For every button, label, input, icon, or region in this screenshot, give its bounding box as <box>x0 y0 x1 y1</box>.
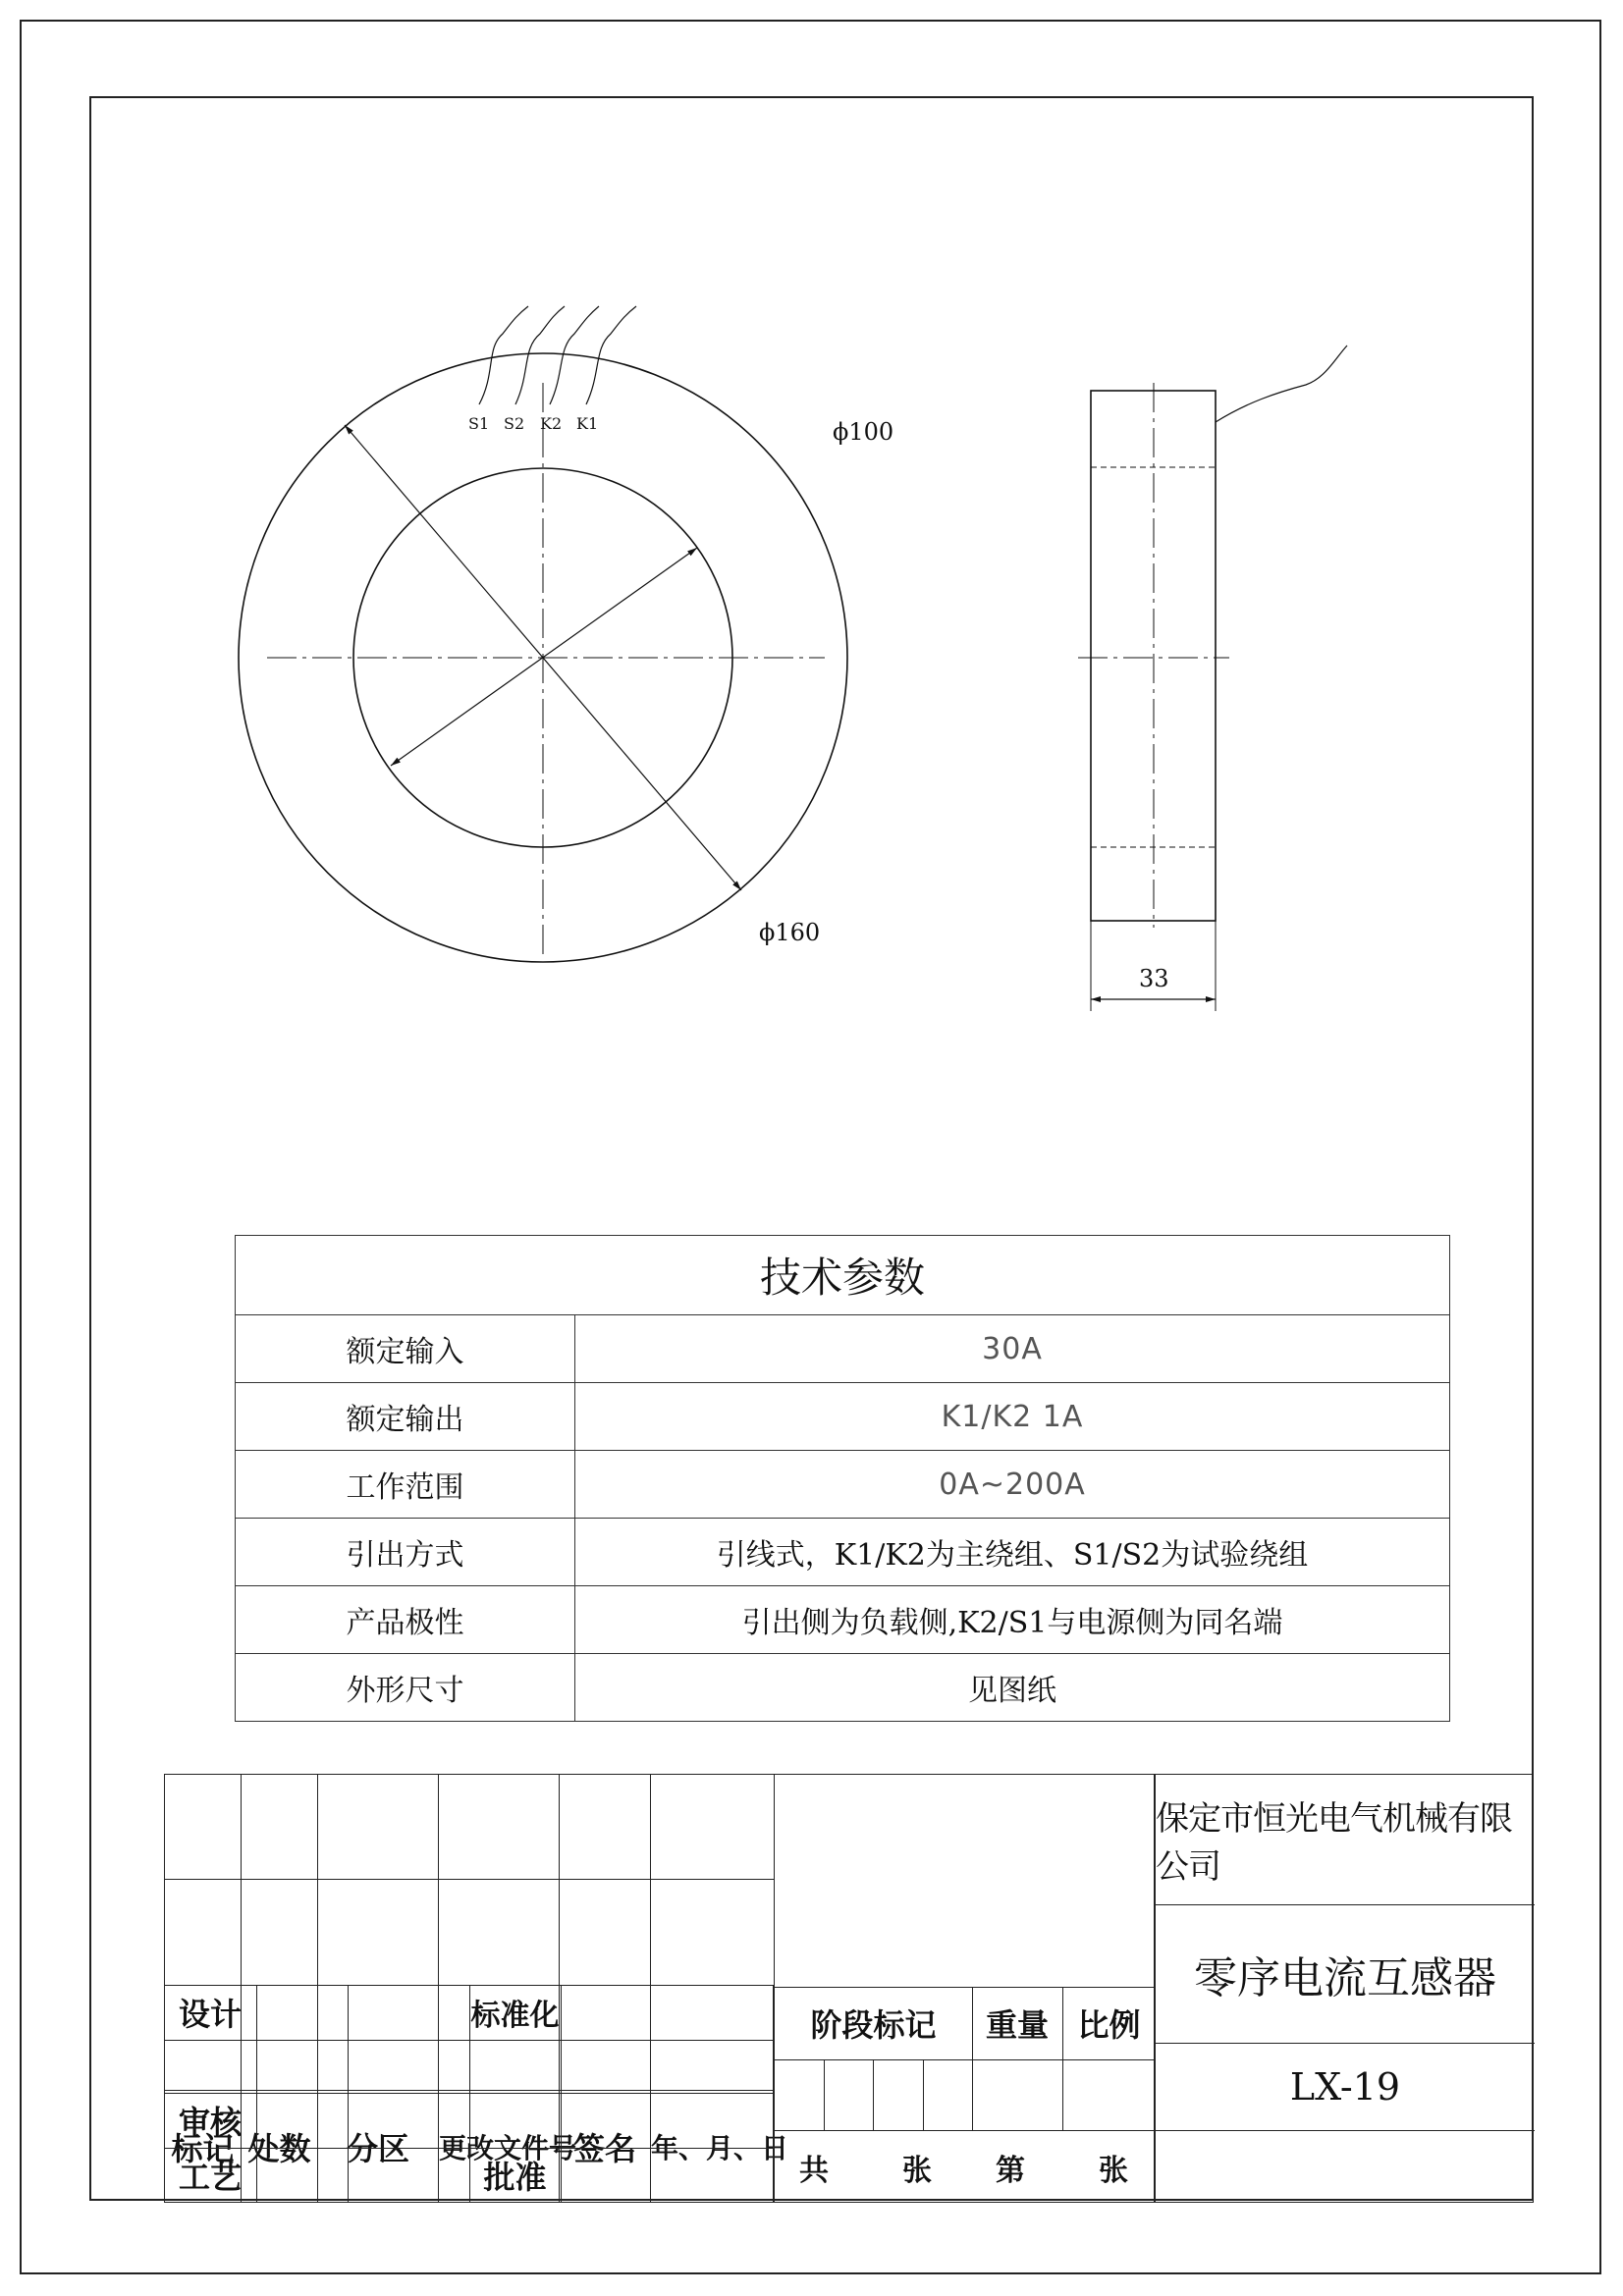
standardization-label: 标准化 <box>470 1999 560 2033</box>
table-row <box>236 1315 1450 1383</box>
table-row <box>236 1519 1450 1586</box>
rev-header-zone: 分区 <box>318 2091 439 2203</box>
rev-header-mark: 标记 <box>165 2091 242 2203</box>
inner-diameter-dim <box>391 548 697 766</box>
param-label: 外形尺寸 <box>236 1654 575 1722</box>
param-label: 产品极性 <box>236 1586 575 1654</box>
param-value: 引线式，K1/K2为主绕组、S1/S2为试验绕组 <box>575 1519 1450 1586</box>
process-label: 工艺 <box>178 2159 242 2196</box>
param-value: 见图纸 <box>575 1654 1450 1722</box>
approve-label: 批准 <box>483 2159 547 2196</box>
title-block-stage <box>774 1774 1155 2203</box>
sheet-label: 张 <box>1099 2153 1128 2188</box>
param-value: K1/K2 1A <box>575 1383 1450 1451</box>
weight-label: 重量 <box>985 2006 1049 2044</box>
lead-wire-s2 <box>515 306 565 404</box>
tech-params-table <box>235 1235 1450 1722</box>
scale-label: 比例 <box>1077 2006 1141 2044</box>
rev-header-date: 年、月、日 <box>651 2091 775 2203</box>
rev-header-count: 处数 <box>242 2091 318 2203</box>
table-row <box>236 1586 1450 1654</box>
lead-wire-k1 <box>586 306 636 404</box>
param-label: 引出方式 <box>236 1519 575 1586</box>
side-lead-wire <box>1216 346 1347 422</box>
table-row <box>236 1451 1450 1519</box>
total-label: 共 <box>799 2153 829 2188</box>
table-row <box>236 1654 1450 1722</box>
rev-header-doc: 更改文件号 <box>439 2091 560 2203</box>
design-label: 设计 <box>178 1996 242 2033</box>
tech-params-title: 技术参数 <box>236 1236 1450 1315</box>
rev-header-sign: 签名 <box>560 2091 651 2203</box>
dim-inner-label: ϕ100 <box>833 418 894 446</box>
param-label: 工作范围 <box>236 1451 575 1519</box>
param-value: 引出侧为负载侧,K2/S1与电源侧为同名端 <box>575 1586 1450 1654</box>
param-value: 0A~200A <box>575 1451 1450 1519</box>
pin-label-k1: K1 <box>576 414 599 433</box>
signoff-grid <box>164 1985 774 2203</box>
company-name: 保定市恒光电气机械有限公司 <box>1156 1799 1512 1887</box>
drawing-number: LX-19 <box>1289 2064 1401 2109</box>
param-label: 额定输出 <box>236 1383 575 1451</box>
title-block-info <box>1155 1774 1534 2203</box>
pin-label-s2: S2 <box>504 414 525 433</box>
pin-label-k2: K2 <box>540 414 563 433</box>
sheets-label: 张 <box>902 2153 932 2188</box>
number-label: 第 <box>996 2153 1025 2188</box>
stage-mark-label: 阶段标记 <box>810 2006 937 2044</box>
param-value: 30A <box>575 1315 1450 1383</box>
table-row <box>236 1383 1450 1451</box>
review-label: 审核 <box>178 2104 242 2141</box>
dim-thickness-label: 33 <box>1139 965 1169 992</box>
dim-outer-label: ϕ160 <box>759 919 821 946</box>
pin-label-s1: S1 <box>468 414 490 433</box>
param-label: 额定输入 <box>236 1315 575 1383</box>
part-name: 零序电流互感器 <box>1194 1952 1496 2003</box>
